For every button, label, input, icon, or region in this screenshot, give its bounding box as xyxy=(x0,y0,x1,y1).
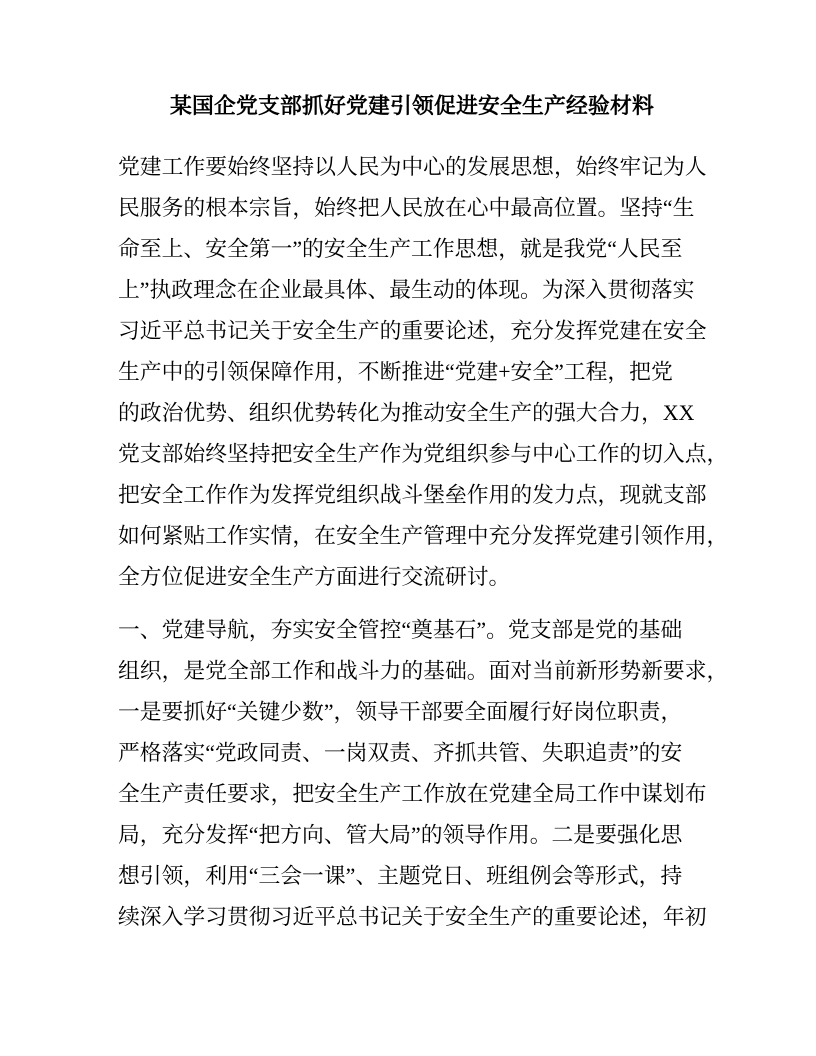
text-line: 局，充分发挥“把方向、管大局”的领导作用。二是要强化思 xyxy=(118,823,683,847)
text-line: 严格落实“党政同责、一岗双责、齐抓共管、失职追责”的安 xyxy=(118,741,683,765)
text-line: 把安全工作作为发挥党组织战斗堡垒作用的发力点，现就支部 xyxy=(118,483,707,507)
text-line: 的政治优势、组织优势转化为推动安全生产的强大合力，XX xyxy=(118,401,695,425)
text-line: 全生产责任要求，把安全生产工作放在党建全局工作中谋划布 xyxy=(118,782,707,806)
text-line: 一是要抓好“关键少数”，领导干部要全面履行好岗位职责， xyxy=(118,700,683,724)
text-line: 党建工作要始终坚持以人民为中心的发展思想，始终牢记为人 xyxy=(118,155,707,179)
paragraph-2 xyxy=(118,610,729,938)
text-line: 一、党建导航，夯实安全管控“奠基石”。党支部是党的基础 xyxy=(118,618,683,642)
document-title: 某国企党支部抓好党建引领促进安全生产经验材料 xyxy=(170,94,654,118)
text-line: 如何紧贴工作实情，在安全生产管理中充分发挥党建引领作用， xyxy=(118,524,729,548)
text-line: 习近平总书记关于安全生产的重要论述，充分发挥党建在安全 xyxy=(118,319,707,343)
text-line: 想引领，利用“三会一课”、主题党日、班组例会等形式，持 xyxy=(118,864,683,888)
text-line: 民服务的根本宗旨，始终把人民放在心中最高位置。坚持“生 xyxy=(118,196,695,220)
text-line: 全方位促进安全生产方面进行交流研讨。 xyxy=(118,565,511,589)
text-line: 组织，是党全部工作和战斗力的基础。面对当前新形势新要求， xyxy=(118,659,729,683)
text-line: 命至上、安全第一”的安全生产工作思想，就是我党“人民至 xyxy=(118,237,683,261)
text-line: 党支部始终坚持把安全生产作为党组织参与中心工作的切入点， xyxy=(118,442,729,466)
text-line: 续深入学习贯彻习近平总书记关于安全生产的重要论述，年初 xyxy=(118,905,707,929)
paragraph-1 xyxy=(118,147,729,598)
text-line: 上”执政理念在企业最具体、最生动的体现。为深入贯彻落实 xyxy=(118,278,695,302)
text-line: 生产中的引领保障作用，不断推进“党建+安全”工程，把党 xyxy=(118,360,673,384)
